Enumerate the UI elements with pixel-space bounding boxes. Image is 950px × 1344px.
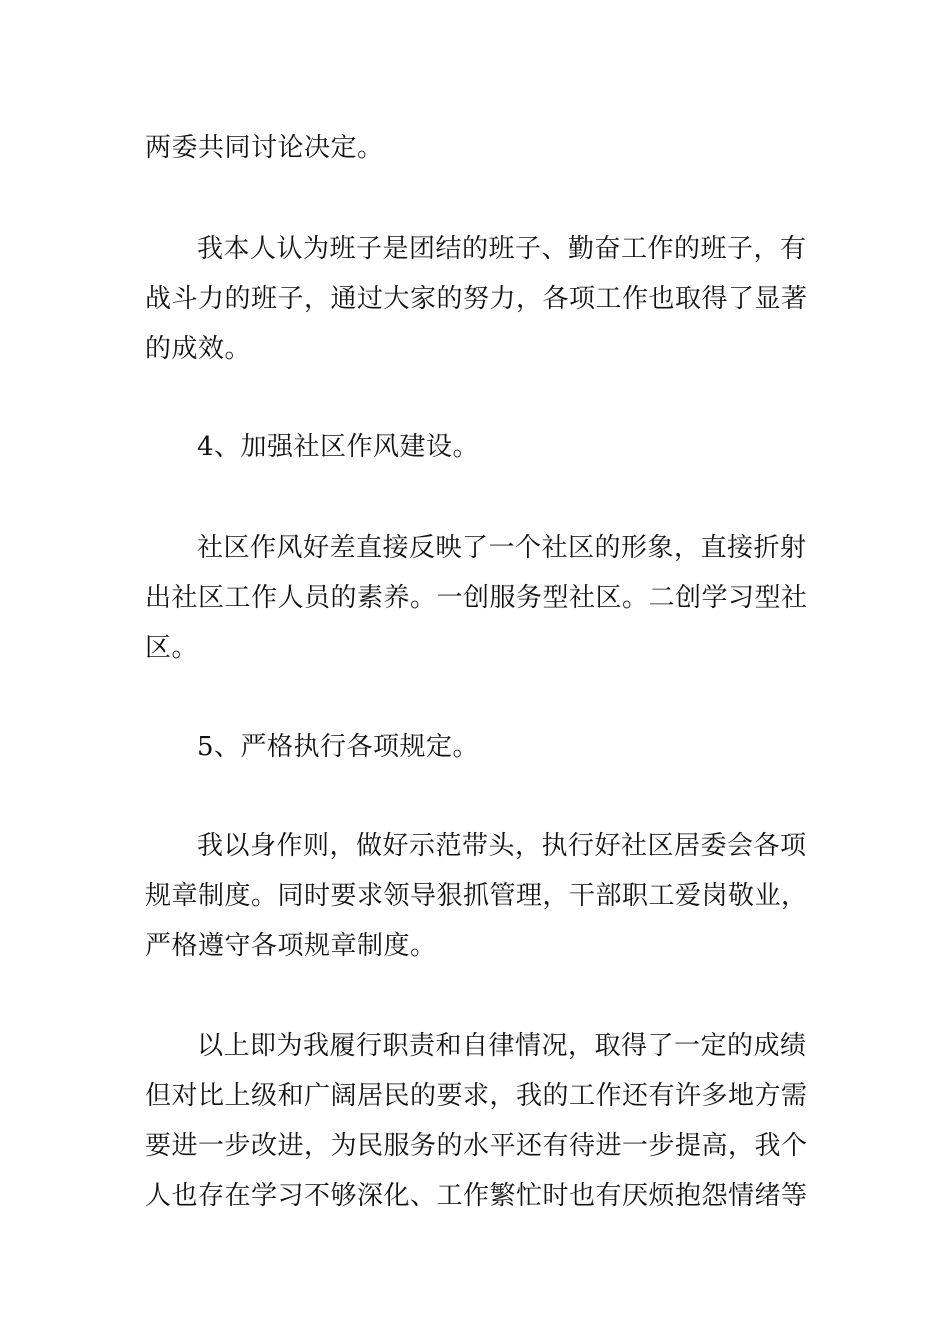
text-line: 两委共同讨论决定。 — [145, 133, 384, 163]
text-line: 但对比上级和广阔居民的要求，我的工作还有许多地方需 — [145, 1081, 808, 1111]
text-line: 战斗力的班子，通过大家的努力，各项工作也取得了显著 — [145, 284, 808, 314]
text-line: 以上即为我履行职责和自律情况，取得了一定的成绩 — [197, 1031, 807, 1061]
text-line: 规章制度。同时要求领导狠抓管理，干部职工爱岗敬业， — [145, 881, 808, 911]
text-line: 我以身作则，做好示范带头，执行好社区居委会各项 — [197, 831, 807, 861]
text-line: 要进一步改进，为民服务的水平还有待进一步提高，我个 — [145, 1131, 808, 1161]
text-line: 严格遵守各项规章制度。 — [145, 931, 437, 961]
paragraph-6 — [145, 821, 810, 971]
paragraph-7 — [145, 1021, 810, 1221]
section-heading: 5、严格执行各项规定。 — [197, 732, 480, 762]
paragraph-2 — [145, 224, 810, 374]
text-line: 人也存在学习不够深化、工作繁忙时也有厌烦抱怨情绪等 — [145, 1181, 808, 1211]
paragraph-5-heading — [145, 722, 810, 772]
text-line: 我本人认为班子是团结的班子、勤奋工作的班子，有 — [197, 234, 807, 264]
section-heading: 4、加强社区作风建设。 — [197, 432, 480, 462]
paragraph-1 — [145, 123, 810, 173]
paragraph-3-heading — [145, 422, 810, 472]
text-line: 社区作风好差直接反映了一个社区的形象，直接折射 — [197, 533, 807, 563]
text-line: 出社区工作人员的素养。一创服务型社区。二创学习型社 — [145, 583, 808, 613]
text-line: 区。 — [145, 633, 199, 663]
paragraph-4 — [145, 523, 810, 673]
text-line: 的成效。 — [145, 334, 252, 364]
